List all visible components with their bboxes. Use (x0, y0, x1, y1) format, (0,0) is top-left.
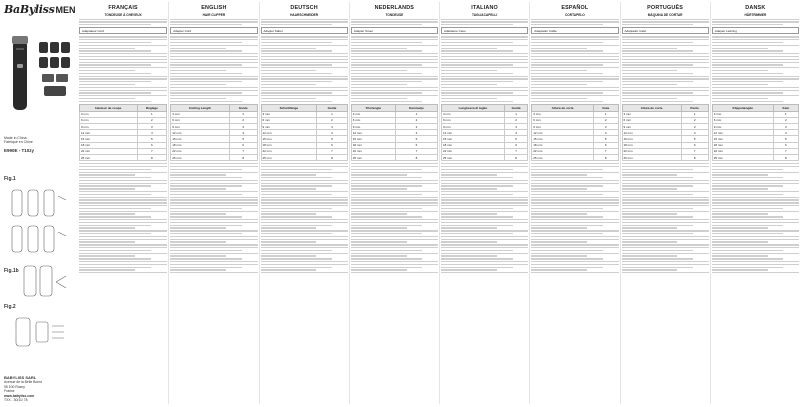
guide-number-cell: 6 (395, 142, 437, 148)
cut-length-cell: 18 mm (80, 142, 138, 148)
guide-number-cell: 5 (229, 136, 257, 142)
guide-number-cell: 7 (504, 148, 527, 154)
maintenance-text (79, 202, 167, 273)
cut-length-cell: 6 mm (80, 117, 138, 123)
company-website: www.babyliss.com (4, 393, 35, 398)
cut-length-cell: 9 mm (532, 123, 594, 129)
guide-number-cell: 3 (137, 123, 167, 129)
table-row (171, 154, 257, 160)
charging-text (622, 36, 709, 57)
adapter-label: Adattatore Cavo (441, 27, 528, 34)
product-subtitle: TAGLIACAPELLI (471, 13, 498, 17)
table-row (442, 154, 528, 160)
table-header-length: Trimlengte (351, 105, 395, 112)
cut-length-cell: 3 mm (351, 111, 395, 117)
cut-length-cell: 3 mm (442, 111, 505, 117)
adapter-label: Adapter Ledning (712, 27, 799, 34)
table-header-guide: Pente (681, 105, 708, 112)
cut-length-cell: 6 mm (351, 117, 395, 123)
cutting-length-table (79, 104, 167, 161)
cut-length-cell: 6 mm (171, 117, 230, 123)
cut-length-cell: 6 mm (261, 117, 317, 123)
table-header-guide: Guide (229, 105, 257, 112)
guide-number-cell: 1 (773, 111, 798, 117)
table-header-length: Hauteur de coupe (80, 105, 138, 112)
guide-number-cell: 2 (681, 117, 708, 123)
cut-length-cell: 15 mm (261, 136, 317, 142)
guide-number-cell: 6 (593, 142, 618, 148)
guide-number-cell: 1 (395, 111, 437, 117)
guide-number-cell: 2 (317, 117, 347, 123)
charging-text (351, 36, 438, 57)
guide-number-cell: 6 (504, 142, 527, 148)
preparation-text (441, 87, 528, 102)
cut-length-cell: 15 mm (622, 136, 681, 142)
guide-number-cell: 7 (773, 148, 798, 154)
cut-length-cell: 25 mm (532, 154, 594, 160)
document-code: TXX - 30/11/ 78 (4, 398, 28, 403)
cut-length-cell: 9 mm (622, 123, 681, 129)
cut-length-cell: 12 mm (261, 130, 317, 136)
language-column-3 (349, 2, 439, 404)
cut-length-cell: 22 mm (261, 148, 317, 154)
cutting-length-table (351, 104, 438, 161)
cut-length-cell: 22 mm (622, 148, 681, 154)
adapter-label: Adaptador Cable (531, 27, 618, 34)
table-row (712, 154, 798, 160)
cut-length-cell: 6 mm (712, 117, 773, 123)
language-column-0 (78, 2, 168, 404)
cut-length-cell: 9 mm (80, 123, 138, 129)
table-row (351, 154, 437, 160)
guide-number-cell: 2 (229, 117, 257, 123)
figure-2-drawing (10, 312, 70, 352)
language-title: ENGLISH (201, 5, 227, 11)
battery-text (261, 59, 348, 85)
guide-number-cell: 4 (681, 130, 708, 136)
cut-length-cell: 15 mm (171, 136, 230, 142)
guide-number-cell: 3 (317, 123, 347, 129)
guide-number-cell: 3 (593, 123, 618, 129)
cut-length-cell: 3 mm (622, 111, 681, 117)
maintenance-text (712, 202, 799, 273)
product-subtitle: MÁQUINA DE CORTAR (647, 13, 683, 17)
table-header-guide: Réglage (137, 105, 167, 112)
guide-number-cell: 1 (593, 111, 618, 117)
usage-text (79, 163, 167, 201)
cutting-length-table (170, 104, 257, 161)
preparation-text (261, 87, 348, 102)
guide-number-cell: 6 (229, 142, 257, 148)
guide-number-cell: 3 (504, 123, 527, 129)
battery-text (170, 59, 257, 85)
cut-length-cell: 15 mm (532, 136, 594, 142)
intro-text (79, 19, 167, 26)
product-subtitle: HAARSCHNEIDER (290, 13, 319, 17)
cut-length-cell: 6 mm (442, 117, 505, 123)
cut-length-cell: 9 mm (712, 123, 773, 129)
guide-number-cell: 1 (504, 111, 527, 117)
cutting-length-table (261, 104, 348, 161)
cut-length-cell: 18 mm (351, 142, 395, 148)
company-footer (4, 376, 74, 402)
cut-length-cell: 18 mm (171, 142, 230, 148)
cut-length-cell: 12 mm (532, 130, 594, 136)
figure-1-drawing (6, 186, 70, 264)
figure-1b-drawing (20, 262, 70, 300)
maintenance-text (170, 202, 257, 273)
usage-text (170, 163, 257, 201)
charging-text (170, 36, 257, 57)
guide-number-cell: 8 (137, 154, 167, 160)
language-title: DANSK (745, 5, 766, 11)
made-in-label: Made in China Fabriqué en Chine (4, 136, 33, 145)
product-subtitle: HAIR CLIPPER (202, 13, 226, 17)
guide-number-cell: 5 (773, 136, 798, 142)
cut-length-cell: 22 mm (712, 148, 773, 154)
battery-text (441, 59, 528, 85)
language-title: ESPAÑOL (561, 5, 589, 11)
maintenance-text (622, 202, 709, 273)
cut-length-cell: 9 mm (171, 123, 230, 129)
guide-number-cell: 8 (504, 154, 527, 160)
guide-number-cell: 3 (229, 123, 257, 129)
preparation-text (622, 87, 709, 102)
cut-length-cell: 15 mm (712, 136, 773, 142)
guide-number-cell: 6 (773, 142, 798, 148)
figure-1b-label: Fig.1b (4, 268, 19, 274)
usage-text (622, 163, 709, 201)
cut-length-cell: 3 mm (80, 111, 138, 117)
cut-length-cell: 12 mm (80, 130, 138, 136)
charging-text (261, 36, 348, 57)
table-header-length: Cutting Length (171, 105, 230, 112)
cut-length-cell: 12 mm (712, 130, 773, 136)
guide-number-cell: 2 (773, 117, 798, 123)
guide-number-cell: 7 (229, 148, 257, 154)
battery-text (622, 59, 709, 85)
table-header-guide: Guide (317, 105, 347, 112)
usage-text (712, 163, 799, 201)
battery-text (351, 59, 438, 85)
model-number: E990E - T10zy (4, 148, 35, 153)
cut-length-cell: 9 mm (442, 123, 505, 129)
guide-number-cell: 4 (593, 130, 618, 136)
intro-text (441, 19, 528, 26)
language-title: DEUTSCH (290, 5, 318, 11)
cut-length-cell: 15 mm (442, 136, 505, 142)
cut-length-cell: 15 mm (80, 136, 138, 142)
guide-number-cell: 8 (681, 154, 708, 160)
preparation-text (351, 87, 438, 102)
usage-text (531, 163, 618, 201)
guide-number-cell: 4 (229, 130, 257, 136)
figure-1-label: Fig.1 (4, 176, 16, 182)
guide-number-cell: 2 (504, 117, 527, 123)
guide-number-cell: 7 (681, 148, 708, 154)
charging-text (712, 36, 799, 57)
cut-length-cell: 3 mm (261, 111, 317, 117)
guide-number-cell: 6 (137, 142, 167, 148)
preparation-text (712, 87, 799, 102)
cut-length-cell: 9 mm (261, 123, 317, 129)
guide-number-cell: 8 (395, 154, 437, 160)
language-column-2 (259, 2, 349, 404)
cut-length-cell: 9 mm (351, 123, 395, 129)
company-address: Avenue de la Belle Borne 95 100 Rosny France (4, 380, 43, 394)
cut-length-cell: 3 mm (712, 111, 773, 117)
table-header-length: Schnittlänge (261, 105, 317, 112)
cut-length-cell: 22 mm (80, 148, 138, 154)
guide-number-cell: 8 (317, 154, 347, 160)
product-subtitle: TONDEUSE À CHEVEUX (104, 13, 142, 17)
guide-number-cell: 4 (504, 130, 527, 136)
cut-length-cell: 12 mm (622, 130, 681, 136)
guide-number-cell: 7 (593, 148, 618, 154)
guide-number-cell: 6 (317, 142, 347, 148)
guide-number-cell: 1 (229, 111, 257, 117)
guide-number-cell: 8 (593, 154, 618, 160)
battery-text (712, 59, 799, 85)
product-subtitle: TONDEUSE (385, 13, 404, 17)
battery-text (531, 59, 618, 85)
cutting-length-table (712, 104, 799, 161)
cut-length-cell: 18 mm (442, 142, 505, 148)
guide-number-cell: 2 (593, 117, 618, 123)
cut-length-cell: 25 mm (80, 154, 138, 160)
usage-text (351, 163, 438, 201)
intro-text (170, 19, 257, 26)
adapter-label: Adaptador Cabo (622, 27, 709, 34)
guide-number-cell: 1 (317, 111, 347, 117)
cut-length-cell: 12 mm (171, 130, 230, 136)
cut-length-cell: 22 mm (171, 148, 230, 154)
table-header-guide: Guida (504, 105, 527, 112)
table-header-guide: Kammetje (395, 105, 437, 112)
usage-text (441, 163, 528, 201)
guide-number-cell: 7 (137, 148, 167, 154)
figure-2-label: Fig.2 (4, 304, 16, 310)
cut-length-cell: 25 mm (712, 154, 773, 160)
adapter-label: Adaptateur Cord (79, 27, 167, 34)
intro-text (531, 19, 618, 26)
language-column-7 (710, 2, 800, 404)
cut-length-cell: 15 mm (351, 136, 395, 142)
cut-length-cell: 25 mm (171, 154, 230, 160)
intro-text (622, 19, 709, 26)
charging-text (79, 36, 167, 57)
guide-number-cell: 5 (137, 136, 167, 142)
guide-number-cell: 7 (317, 148, 347, 154)
table-header-length: Klippelængde (712, 105, 773, 112)
guide-number-cell: 5 (681, 136, 708, 142)
cut-length-cell: 18 mm (532, 142, 594, 148)
preparation-text (531, 87, 618, 102)
brand-logo: BaBylissMEN (4, 3, 76, 16)
guide-number-cell: 5 (593, 136, 618, 142)
guide-number-cell: 3 (773, 123, 798, 129)
table-header-length: Lunghezza di taglio (442, 105, 505, 112)
cutting-length-table (531, 104, 618, 161)
language-column-4 (439, 2, 529, 404)
cut-length-cell: 25 mm (351, 154, 395, 160)
cut-length-cell: 25 mm (622, 154, 681, 160)
usage-text (261, 163, 348, 201)
cut-length-cell: 18 mm (622, 142, 681, 148)
table-row (80, 154, 167, 160)
guide-number-cell: 6 (681, 142, 708, 148)
table-header-length: Altura de corte (532, 105, 594, 112)
maintenance-text (261, 202, 348, 273)
guide-number-cell: 2 (395, 117, 437, 123)
cut-length-cell: 6 mm (532, 117, 594, 123)
cutting-length-table (622, 104, 709, 161)
battery-text (79, 59, 167, 85)
language-title: ITALIANO (471, 5, 498, 11)
preparation-text (170, 87, 257, 102)
guide-number-cell: 3 (681, 123, 708, 129)
language-title: PORTUGUÊS (647, 5, 684, 11)
table-header-guide: Kam (773, 105, 798, 112)
cut-length-cell: 25 mm (261, 154, 317, 160)
guide-number-cell: 8 (773, 154, 798, 160)
intro-text (351, 19, 438, 26)
cutting-length-table (441, 104, 528, 161)
guide-number-cell: 5 (317, 136, 347, 142)
table-row (622, 154, 708, 160)
product-panel (0, 0, 76, 407)
language-column-6 (620, 2, 710, 404)
maintenance-text (351, 202, 438, 273)
guide-number-cell: 1 (137, 111, 167, 117)
clipper-illustration (8, 34, 32, 114)
maintenance-text (531, 202, 618, 273)
language-title: FRANÇAIS (108, 5, 138, 11)
table-row (532, 154, 618, 160)
guide-number-cell: 7 (395, 148, 437, 154)
table-row (261, 154, 347, 160)
adapter-label: Adapter Snoer (351, 27, 438, 34)
cut-length-cell: 18 mm (712, 142, 773, 148)
language-column-5 (529, 2, 619, 404)
guide-number-cell: 5 (395, 136, 437, 142)
guide-number-cell: 5 (504, 136, 527, 142)
language-column-1 (168, 2, 258, 404)
intro-text (712, 19, 799, 26)
maintenance-text (441, 202, 528, 273)
language-title: NEDERLANDS (374, 5, 415, 11)
cut-length-cell: 12 mm (351, 130, 395, 136)
language-columns (78, 2, 800, 405)
charging-text (531, 36, 618, 57)
guide-number-cell: 2 (137, 117, 167, 123)
cut-length-cell: 25 mm (442, 154, 505, 160)
guide-number-cell: 4 (395, 130, 437, 136)
cut-length-cell: 22 mm (442, 148, 505, 154)
guide-number-cell: 8 (229, 154, 257, 160)
cut-length-cell: 6 mm (622, 117, 681, 123)
cut-length-cell: 22 mm (532, 148, 594, 154)
guide-number-cell: 1 (681, 111, 708, 117)
cut-length-cell: 22 mm (351, 148, 395, 154)
intro-text (261, 19, 348, 26)
product-subtitle: CORTAPELO (564, 13, 585, 17)
adapter-label: Adapter Cord (170, 27, 257, 34)
preparation-text (79, 87, 167, 102)
adapter-label: Adapter Kabel (261, 27, 348, 34)
table-header-guide: Guía (593, 105, 618, 112)
charging-text (441, 36, 528, 57)
guide-combs-illustration (38, 40, 72, 100)
cut-length-cell: 3 mm (532, 111, 594, 117)
guide-number-cell: 4 (317, 130, 347, 136)
cut-length-cell: 12 mm (442, 130, 505, 136)
table-header-length: Altura de corte (622, 105, 681, 112)
guide-number-cell: 4 (137, 130, 167, 136)
cut-length-cell: 3 mm (171, 111, 230, 117)
guide-number-cell: 3 (395, 123, 437, 129)
cut-length-cell: 18 mm (261, 142, 317, 148)
product-subtitle: HÅRTRIMMER (744, 13, 767, 17)
company-name: BABYLISS SARL (4, 375, 37, 380)
guide-number-cell: 4 (773, 130, 798, 136)
